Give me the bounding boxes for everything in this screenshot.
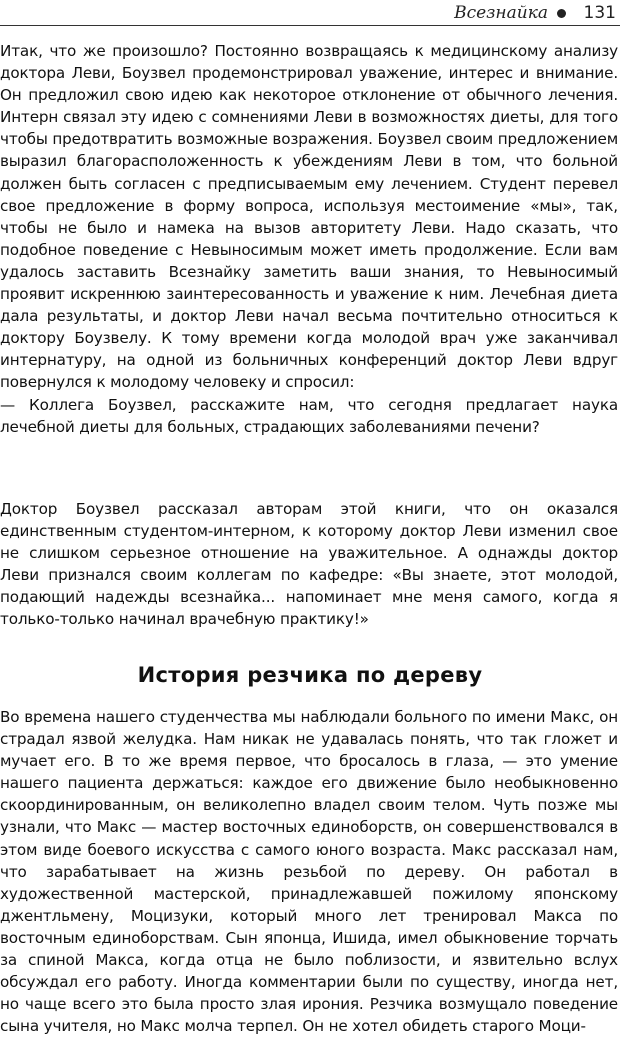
body-text-top bbox=[0, 40, 618, 438]
section-heading: История резчика по дереву bbox=[137, 663, 483, 687]
paragraph: — Коллега Боузвел, расскажите нам, что сегодня предлагает наука лечебной диеты для больных, страдающих заболеваниями печени? bbox=[0, 395, 618, 436]
body-text-middle bbox=[0, 498, 618, 631]
running-header-title: Всезнайка bbox=[454, 3, 548, 23]
paragraph: Доктор Боузвел рассказал авторам этой книги, что он оказался единственным студентом-интерном, к которому доктор Леви изменил свое не слишком серьезное отношение на уважительное. А однажды доктор Леви признался своим коллегам по кафедре: «Вы знаете, этот молодой, подающий надежды всезнайка... напоминает мне меня самого, когда я только-только начинал врачебную практику!» bbox=[0, 500, 618, 629]
page-number: 131 bbox=[583, 3, 616, 23]
paragraph: Во времена нашего студенчества мы наблюдали больного по имени Макс, он страдал язвой желудка. Нам никак не удавалась понять, что так гложет и мучает его. В то же время первое, что бросалось в глаза, — это умение нашего пациента держаться: каждое его движение было необыкновенно скоординированным, он великолепно владел своим телом. Чуть позже мы узнали, что Макс — мастер восточных единоборств, он совершенствовался в этом виде боевого искусства с самого юного возраста. Макс рассказал нам, что зарабатывает на жизнь резьбой по дереву. Он работал в художественной мастерской, принадлежавшей пожилому японскому джентльмену, Моцизуки, который много лет тренировал Макса по восточным единоборствам. Сын японца, Ишида, имел обыкновение торчать за спиной Макса, когда отца не было поблизости, и язвительно вслух обсуждал его работу. Иногда комментарии были по существу, иногда нет, но чаще всего это была просто злая ирония. Резчика возмущало поведение сына учителя, но Макс молча терпел. Он не хотел обидеть старого Моци- bbox=[0, 708, 618, 1036]
running-header bbox=[0, 0, 620, 28]
paragraph: Итак, что же произошло? Постоянно возвращаясь к медицинскому анализу доктора Леви, Боузвел продемонстрировал уважение, интерес и внимание. Он предложил свою идею как некоторое отклонение от обычного лечения. Интерн связал эту идею с сомнениями Леви в возможностях диеты, для того чтобы предотвратить возможные возражения. Боузвел своим предложением выразил благорасположенность к убеждениям Леви в том, что больной должен быть согласен с предписываемым ему лечением. Студент перевел свое предложение в форму вопроса, используя местоимение «мы», так, чтобы не было и намека на вызов авторитету Леви. Надо сказать, что подобное поведение с Невыносимым может иметь продолжение. Если вам удалось заставить Всезнайку заметить ваши знания, то Невыносимый проявит искреннюю заинтересованность и уважение к ним. Лечебная диета дала результаты, и доктор Леви начал весьма почтительно относиться к доктору Боузвелу. К тому времени когда молодой врач уже заканчивал интернатуру, на одной из больничных конференций доктор Леви вдруг повернулся к молодому человеку и спросил: bbox=[0, 42, 619, 392]
body-text-bottom bbox=[0, 706, 618, 1037]
header-divider bbox=[0, 25, 620, 26]
bullet-dot-icon bbox=[557, 9, 566, 18]
